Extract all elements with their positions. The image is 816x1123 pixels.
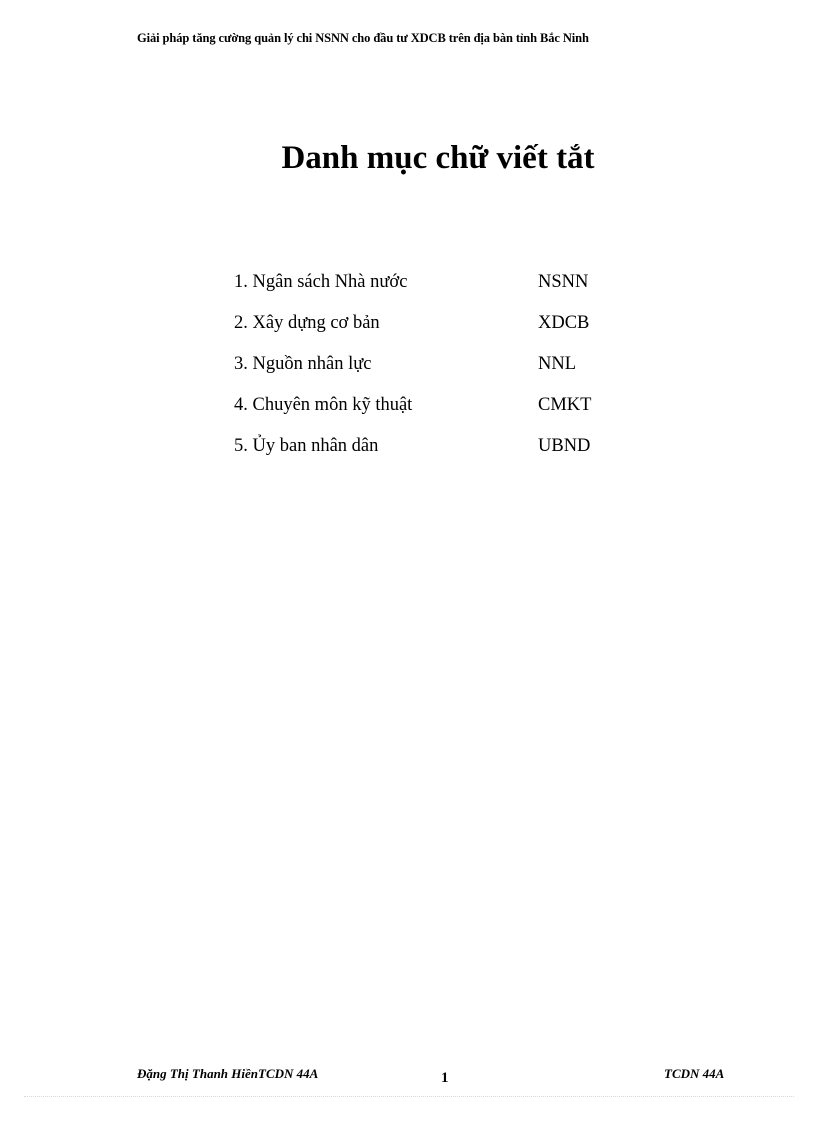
abbreviation-code: UBND: [538, 436, 591, 456]
page-number: 1: [441, 1070, 449, 1086]
list-item: [234, 270, 634, 311]
abbreviation-code: XDCB: [538, 313, 590, 333]
abbreviation-term: 4. Chuyên môn kỹ thuật: [234, 395, 413, 415]
abbreviation-term: 2. Xây dựng cơ bản: [234, 313, 380, 333]
abbreviation-term: 1. Ngân sách Nhà nước: [234, 272, 408, 292]
page-title: Danh mục chữ viết tắt: [281, 140, 595, 176]
list-item: [234, 352, 634, 393]
abbreviation-term: 5. Ủy ban nhân dân: [234, 436, 379, 456]
footer-class-code: TCDN 44A: [664, 1066, 725, 1081]
abbreviation-list: [234, 270, 634, 475]
list-item: [234, 393, 634, 434]
page-bottom-divider: [24, 1096, 794, 1097]
abbreviation-code: CMKT: [538, 395, 592, 415]
running-header: Giải pháp tăng cường quản lý chi NSNN cho đầu tư XDCB trên địa bàn tỉnh Bắc Ninh: [137, 31, 589, 45]
abbreviation-term: 3. Nguồn nhân lực: [234, 354, 372, 374]
abbreviation-code: NSNN: [538, 272, 589, 292]
list-item: [234, 311, 634, 352]
footer-author: Đặng Thị Thanh HiềnTCDN 44A: [137, 1066, 319, 1081]
list-item: [234, 434, 634, 475]
abbreviation-code: NNL: [538, 354, 577, 374]
